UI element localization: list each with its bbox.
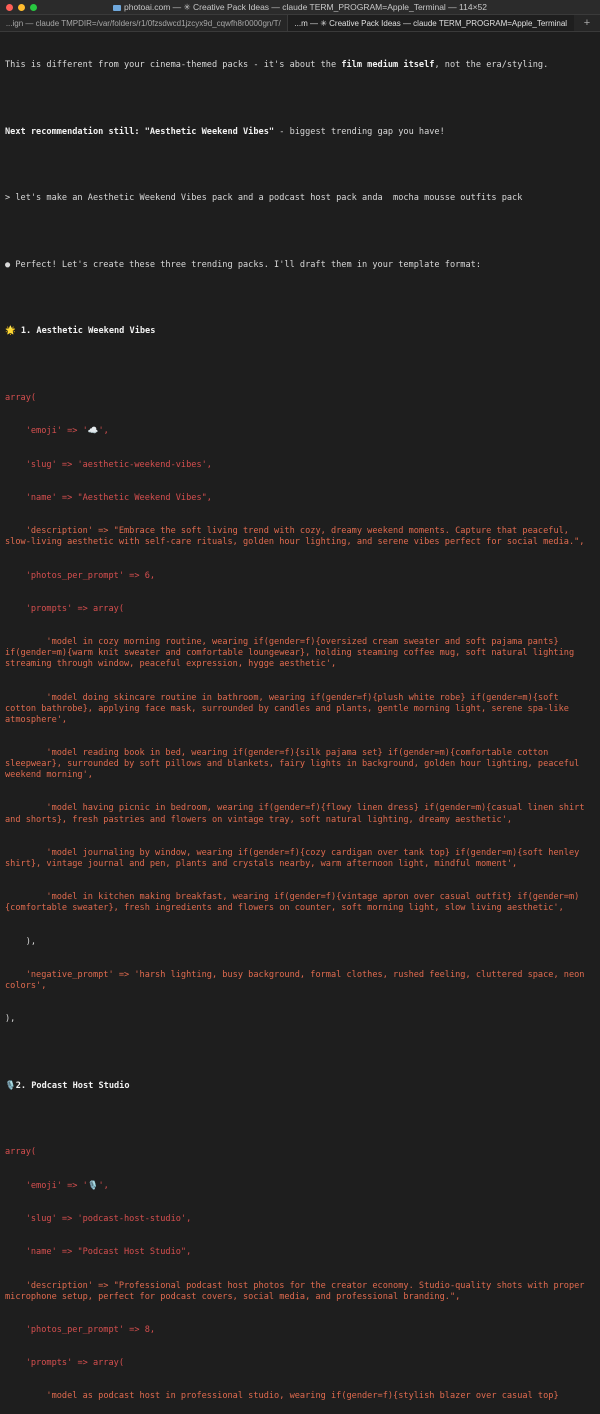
pack2-photos-per-prompt: 'photos_per_prompt' => 8, — [5, 1324, 156, 1335]
pack1-prompt-2: 'model doing skincare routine in bathroom, wearing if(gender=f){plush white robe} if(gender=m){soft cotton bathrobe}, applying face mask, surrounded by candles and plants, gentle morning light, serene spa-like atmosphere', — [5, 692, 575, 725]
pack1-prompts-close: ), — [5, 936, 37, 947]
pack2-prompts-open: 'prompts' => array( — [5, 1358, 125, 1369]
recommendation-tail: - biggest trending gap you have! — [274, 126, 445, 137]
intro-bold: film medium itself — [341, 60, 435, 71]
pack1-negative-prompt: 'negative_prompt' => 'harsh lighting, busy background, formal clothes, rushed feeling, cluttered space, neon colors', — [5, 969, 590, 991]
intro-line — [5, 60, 590, 71]
recommendation-bold: Next recommendation still: "Aesthetic Weekend Vibes" — [5, 126, 275, 137]
pack2-slug: 'slug' => 'podcast-host-studio', — [5, 1213, 192, 1224]
pack1-prompts-open: 'prompts' => array( — [5, 603, 125, 614]
intro-text: This is different from your cinema-themed packs - it's about the — [5, 60, 342, 71]
window-title — [0, 2, 600, 13]
pack2-description: 'description' => "Professional podcast host photos for the creator economy. Studio-quality shots with proper microphone setup, perfect for podcast covers, social media, and professional branding.", — [5, 1280, 590, 1302]
window-titlebar — [0, 0, 600, 15]
tab-label: ...ign — claude TMPDIR=/var/folders/r1/0fzsdwcd1jzcyx9d_cqwfh8r0000gn/T/ — [5, 18, 281, 28]
pack1-array-close: ), — [5, 1014, 16, 1025]
pack1-slug: 'slug' => 'aesthetic-weekend-vibes', — [5, 459, 212, 470]
pack2-name: 'name' => "Podcast Host Studio", — [5, 1247, 192, 1258]
pack1-emoji: 'emoji' => '☁️', — [5, 426, 109, 437]
pack1-prompt-6: 'model in kitchen making breakfast, wearing if(gender=f){vintage apron over casual outfit} if(gender=m){comfortable sweater}, fresh ingredients and flowers on counter, soft morning light, slow living aesthetic', — [5, 892, 580, 914]
new-tab-button[interactable]: + — [583, 17, 591, 29]
assistant-reply-line: ● Perfect! Let's create these three trending packs. I'll draft them in your template format: — [5, 259, 481, 270]
pack1-array-open: array( — [5, 393, 37, 403]
pack1-description: 'description' => "Embrace the soft living trend with cozy, dreamy weekend moments. Capture that peaceful, slow-living aesthetic with self-care rituals, golden hour lighting, and serene vibes perfect for social media.", — [5, 526, 585, 548]
pack1-name: 'name' => "Aesthetic Weekend Vibes", — [5, 492, 212, 503]
intro-tail: , not the era/styling. — [434, 60, 549, 71]
recommendation-line — [5, 127, 590, 138]
tab-bar — [0, 15, 600, 32]
pack1-prompt-1: 'model in cozy morning routine, wearing if(gender=f){oversized cream sweater and soft pajama pants} if(gender=m){warm knit sweater and comfortable loungewear}, holding steaming coffee mug, soft natural lighting streaming through window, peaceful expression, hygge aesthetic', — [5, 637, 580, 670]
folder-icon — [113, 5, 121, 11]
pack1-prompt-4: 'model having picnic in bedroom, wearing if(gender=f){flowy linen dress} if(gender=m){casual linen shirt and shorts}, fresh pastries and flowers on vintage tray, soft natural lighting, dreamy aesthetic', — [5, 803, 590, 825]
window-title-text: photoai.com — ✳ Creative Pack Ideas — claude TERM_PROGRAM=Apple_Terminal — 114×52 — [123, 1, 488, 12]
pack2-heading: 🎙️2. Podcast Host Studio — [5, 1080, 130, 1091]
pack2-emoji: 'emoji' => '🎙️', — [5, 1180, 109, 1191]
pack2-array-open: array( — [5, 1147, 37, 1158]
pack1-prompt-5: 'model journaling by window, wearing if(gender=f){cozy cardigan over tank top} if(gender=m){soft henley shirt}, vintage journal and pen, plants and crystals nearby, warm afternoon light, mindful moment', — [5, 847, 585, 869]
tab-creative-pack-ideas[interactable] — [287, 15, 575, 31]
pack1-prompt-3: 'model reading book in bed, wearing if(gender=f){silk pajama set} if(gender=m){comfortable cotton sleepwear}, surrounded by soft pillows and blankets, fairy lights in background, golden hour lighting, peaceful weekend morning', — [5, 748, 585, 781]
terminal-output[interactable] — [0, 32, 600, 1414]
tab-claude-design[interactable] — [0, 15, 287, 31]
pack2-prompt-1: 'model as podcast host in professional studio, wearing if(gender=f){stylish blazer over casual top} — [5, 1391, 559, 1402]
pack1-heading: 🌟 1. Aesthetic Weekend Vibes — [5, 326, 156, 337]
tab-label: ...m — ✳ Creative Pack Ideas — claude TERM_PROGRAM=Apple_Terminal — [294, 18, 568, 28]
pack1-photos-per-prompt: 'photos_per_prompt' => 6, — [5, 570, 156, 581]
user-prompt-line: > let's make an Aesthetic Weekend Vibes pack and a podcast host pack anda mocha mousse outfits pack — [5, 193, 523, 204]
